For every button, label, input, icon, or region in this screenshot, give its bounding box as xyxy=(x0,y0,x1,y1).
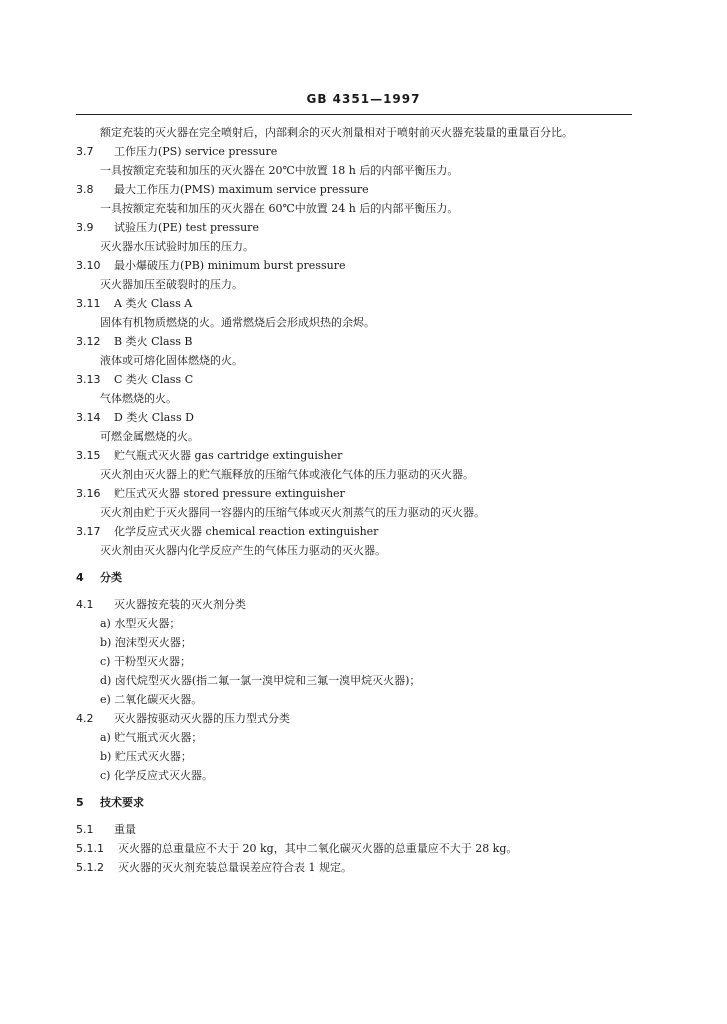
clause-body: 一具按额定充装和加压的灭火器在 20℃中放置 18 h 后的内部平衡压力。 xyxy=(100,164,459,177)
list-item: b) 泡沫型灭火器； xyxy=(100,636,192,649)
clause-3-17 xyxy=(76,522,646,541)
clause-body: 一具按额定充装和加压的灭火器在 60℃中放置 24 h 后的内部平衡压力。 xyxy=(100,202,459,215)
clause-number: 3.14 xyxy=(76,411,101,424)
clause-3-7 xyxy=(76,142,646,161)
clause-number: 3.17 xyxy=(76,525,101,538)
clause-title: 灭火器的总重量应不大于 20 kg，其中二氧化碳灭火器的总重量应不大于 28 kg。 xyxy=(118,842,518,855)
clause-body: 灭火剂由灭火器上的贮气瓶释放的压缩气体或液化气体的压力驱动的灭火器。 xyxy=(100,468,474,481)
section-4-heading xyxy=(76,568,646,587)
list-item: d) 卤代烷型灭火器(指二氟一氯一溴甲烷和三氟一溴甲烷灭火器)； xyxy=(100,674,421,687)
clause-3-14 xyxy=(76,408,646,427)
clause-body: 灭火器加压至破裂时的压力。 xyxy=(100,278,243,291)
clause-title: D 类火 Class D xyxy=(114,411,194,424)
header-rule xyxy=(76,114,632,115)
clause-title: 灭火器的灭火剂充装总量误差应符合表 1 规定。 xyxy=(118,861,352,874)
clause-number: 3.13 xyxy=(76,373,101,386)
clause-body: 灭火剂由贮于灭火器同一容器内的压缩气体或灭火剂蒸气的压力驱动的灭火器。 xyxy=(100,506,485,519)
clause-4-1 xyxy=(76,595,646,614)
clause-3-11 xyxy=(76,294,646,313)
clause-number: 5.1.1 xyxy=(76,842,104,855)
clause-title: 灭火器按驱动灭火器的压力型式分类 xyxy=(114,712,290,725)
clause-number: 5.1 xyxy=(76,823,94,836)
clause-number: 3.8 xyxy=(76,183,94,196)
clause-5-1 xyxy=(76,820,646,839)
clause-title: 灭火器按充装的灭火剂分类 xyxy=(114,598,246,611)
clause-number: 3.11 xyxy=(76,297,101,310)
list-item: e) 二氧化碳灭火器。 xyxy=(100,693,203,706)
clause-body: 灭火剂由灭火器内化学反应产生的气体压力驱动的灭火器。 xyxy=(100,544,386,557)
clause-title: 贮压式灭火器 stored pressure extinguisher xyxy=(114,487,345,500)
section-5-heading xyxy=(76,793,646,812)
clause-body: 气体燃烧的火。 xyxy=(100,392,177,405)
clause-5-1-1 xyxy=(76,839,646,858)
section-number: 4 xyxy=(76,571,84,584)
clause-title: 化学反应式灭火器 chemical reaction extinguisher xyxy=(114,525,379,538)
list-item: a) 水型灭火器； xyxy=(100,617,181,630)
clause-number: 3.12 xyxy=(76,335,101,348)
page-header: GB 4351—1997 xyxy=(306,92,421,106)
clause-number: 4.2 xyxy=(76,712,94,725)
clause-3-8 xyxy=(76,180,646,199)
clause-title: 最大工作压力(PMS) maximum service pressure xyxy=(114,183,369,196)
clause-number: 5.1.2 xyxy=(76,861,104,874)
clause-number: 4.1 xyxy=(76,598,94,611)
list-item: c) 干粉型灭火器； xyxy=(100,655,191,668)
clause-4-2 xyxy=(76,709,646,728)
clause-3-10 xyxy=(76,256,646,275)
list-item: b) 贮压式灭火器； xyxy=(100,750,192,763)
clause-3-12 xyxy=(76,332,646,351)
clause-number: 3.9 xyxy=(76,221,94,234)
clause-title: C 类火 Class C xyxy=(114,373,194,386)
list-item: c) 化学反应式灭火器。 xyxy=(100,769,213,782)
section-title: 技术要求 xyxy=(100,796,144,809)
clause-body: 可燃金属燃烧的火。 xyxy=(100,430,199,443)
continuation-line: 额定充装的灭火器在完全喷射后，内部剩余的灭火剂量相对于喷射前灭火器充装量的重量百分比。 xyxy=(100,126,573,139)
document-body xyxy=(76,123,646,877)
clause-number: 3.15 xyxy=(76,449,101,462)
clause-title: 工作压力(PS) service pressure xyxy=(114,145,278,158)
clause-body: 灭火器水压试验时加压的压力。 xyxy=(100,240,254,253)
clause-5-1-2 xyxy=(76,858,646,877)
clause-3-16 xyxy=(76,484,646,503)
clause-title: B 类火 Class B xyxy=(114,335,193,348)
clause-title: A 类火 Class A xyxy=(114,297,193,310)
section-number: 5 xyxy=(76,796,84,809)
clause-3-13 xyxy=(76,370,646,389)
clause-number: 3.16 xyxy=(76,487,101,500)
clause-title: 试验压力(PE) test pressure xyxy=(114,221,259,234)
clause-title: 贮气瓶式灭火器 gas cartridge extinguisher xyxy=(114,449,343,462)
clause-3-15 xyxy=(76,446,646,465)
clause-title: 最小爆破压力(PB) minimum burst pressure xyxy=(114,259,346,272)
clause-number: 3.7 xyxy=(76,145,94,158)
clause-body: 液体或可熔化固体燃烧的火。 xyxy=(100,354,243,367)
clause-title: 重量 xyxy=(114,823,136,836)
clause-number: 3.10 xyxy=(76,259,101,272)
list-item: a) 贮气瓶式灭火器； xyxy=(100,731,203,744)
clause-body: 固体有机物质燃烧的火。通常燃烧后会形成炽热的余烬。 xyxy=(100,316,375,329)
section-title: 分类 xyxy=(100,571,122,584)
clause-3-9 xyxy=(76,218,646,237)
